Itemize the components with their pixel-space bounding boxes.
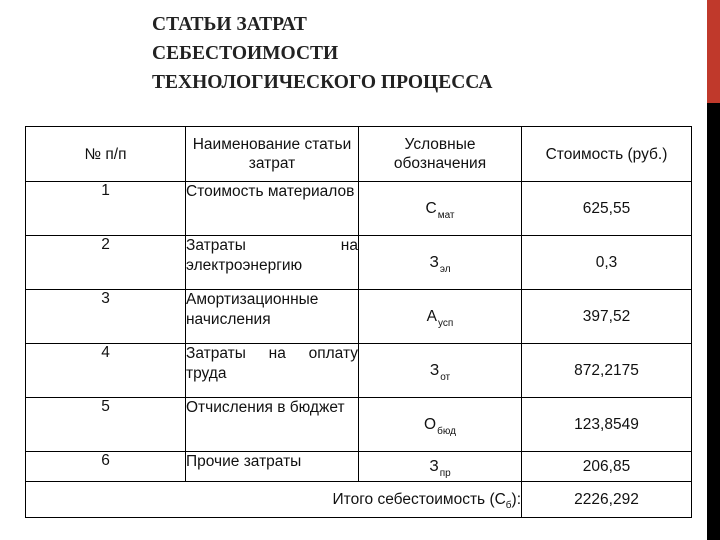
symbol-subscript: мат — [437, 209, 455, 221]
table-row — [26, 344, 692, 398]
total-label-subscript: б — [505, 499, 512, 511]
row-symbol — [359, 236, 522, 290]
row-value: 206,85 — [522, 452, 692, 482]
title-line-1: СТАТЬИ ЗАТРАТ — [152, 14, 307, 35]
header-num: № п/п — [26, 127, 186, 182]
title-line-2: СЕБЕСТОИМОСТИ — [152, 43, 339, 64]
title-line-3: ТЕХНОЛОГИЧЕСКОГО ПРОЦЕССА — [152, 72, 493, 93]
right-edge-accent — [707, 0, 720, 103]
row-name: Затраты на электроэнергию — [186, 236, 359, 290]
header-name: Наименование статьи затрат — [186, 127, 359, 182]
row-num: 6 — [26, 452, 186, 482]
table-row — [26, 182, 692, 236]
row-symbol — [359, 452, 522, 482]
row-num: 1 — [26, 182, 186, 236]
table-header-row — [26, 127, 692, 182]
symbol-subscript: усп — [438, 317, 454, 329]
header-symbol: Условные обозначения — [359, 127, 522, 182]
symbol-subscript: бюд — [437, 425, 456, 437]
table-row — [26, 452, 692, 482]
total-value: 2226,292 — [522, 482, 692, 518]
page-title — [152, 10, 493, 97]
total-label — [26, 482, 522, 518]
row-name: Стоимость материалов — [186, 182, 359, 236]
table-row — [26, 290, 692, 344]
row-value: 625,55 — [522, 182, 692, 236]
row-name: Затраты на оплату труда — [186, 344, 359, 398]
header-cost: Стоимость (руб.) — [522, 127, 692, 182]
symbol-letter: А — [426, 307, 438, 325]
row-name: Амортизационные начисления — [186, 290, 359, 344]
symbol-subscript: от — [440, 371, 451, 383]
row-name: Отчисления в бюджет — [186, 398, 359, 452]
total-label-prefix: Итого себестоимость (С — [332, 490, 506, 508]
row-symbol — [359, 182, 522, 236]
row-symbol — [359, 398, 522, 452]
row-value: 397,52 — [522, 290, 692, 344]
row-num: 2 — [26, 236, 186, 290]
table-row — [26, 236, 692, 290]
cost-items-table — [25, 126, 692, 518]
symbol-subscript: пр — [439, 467, 451, 479]
symbol-letter: З — [429, 457, 439, 475]
row-num: 4 — [26, 344, 186, 398]
row-value: 0,3 — [522, 236, 692, 290]
row-symbol — [359, 344, 522, 398]
symbol-letter: З — [429, 253, 439, 271]
symbol-subscript: эл — [439, 263, 451, 275]
symbol-letter: О — [424, 415, 437, 433]
row-value: 123,8549 — [522, 398, 692, 452]
row-num: 3 — [26, 290, 186, 344]
symbol-letter: З — [429, 361, 440, 379]
total-row — [26, 482, 692, 518]
total-label-suffix: ): — [511, 490, 521, 508]
row-name: Прочие затраты — [186, 452, 359, 482]
table-row — [26, 398, 692, 452]
row-symbol — [359, 290, 522, 344]
symbol-letter: С — [425, 199, 437, 217]
row-num: 5 — [26, 398, 186, 452]
row-value: 872,2175 — [522, 344, 692, 398]
